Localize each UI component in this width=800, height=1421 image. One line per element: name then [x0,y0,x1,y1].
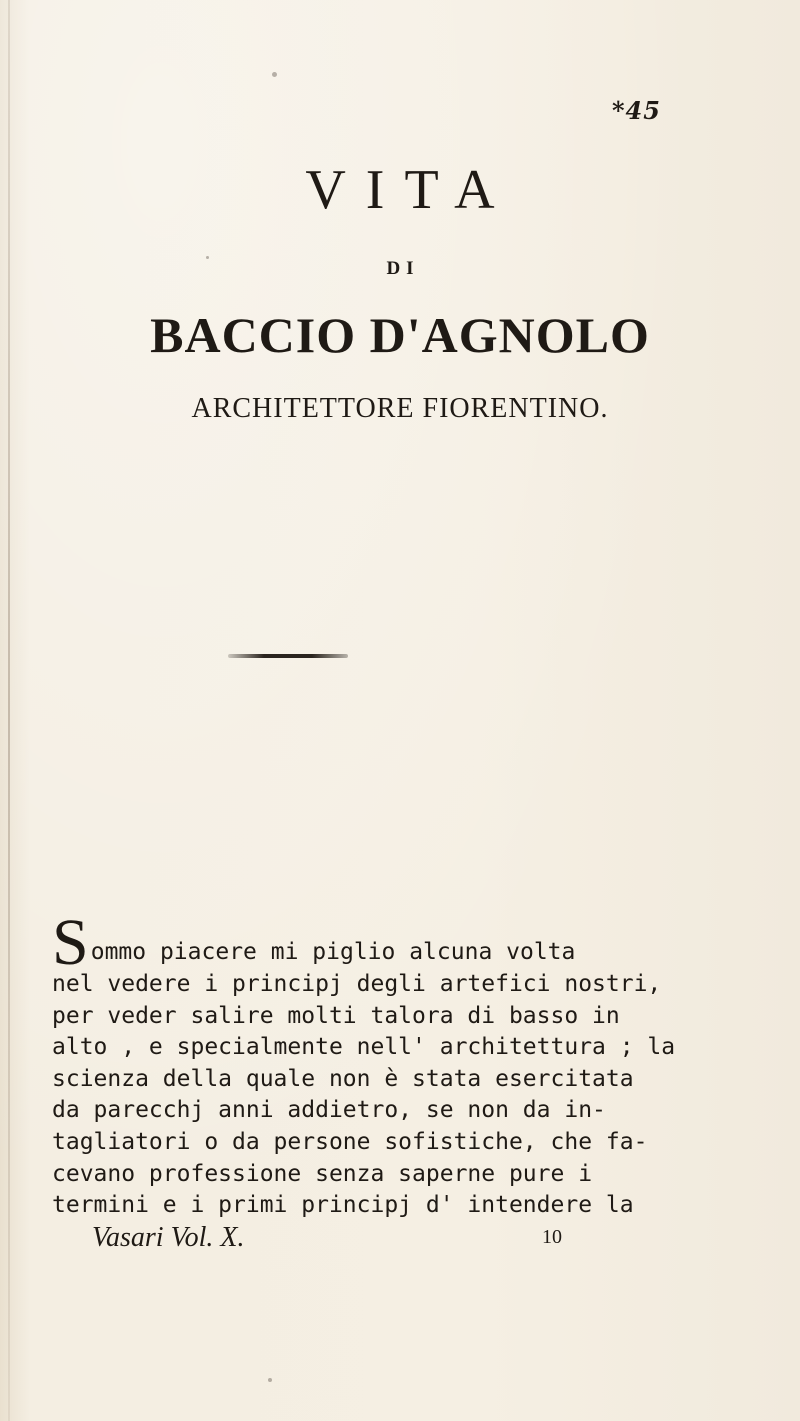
text-line [52,1064,752,1096]
text-line [52,1159,752,1191]
text-line [52,1190,752,1222]
text-line-content: termini e i primi principj d' intendere la [52,1192,634,1219]
text-line [52,1032,752,1064]
subject-name: BACCIO D'AGNOLO [150,307,650,363]
paper-speck [268,1378,272,1382]
paper-speck [272,72,277,77]
volume-signature: Vasari Vol. X. [92,1222,245,1253]
signature-line [92,1222,562,1254]
text-line [52,1127,752,1159]
text-line-content: tagliatori o da persone sofistiche, che fa- [52,1128,648,1155]
page-number: *45 [612,96,661,125]
text-line-content: da parecchj anni addietro, se non da in- [52,1097,606,1124]
text-line-content: nel vedere i principj degli artefici nostri, [52,971,662,997]
text-line [52,906,752,979]
page-title: VITA [305,159,515,221]
text-line-content: cevano professione senza saperne pure i [52,1160,593,1187]
text-line-content: scienza della quale non è stata esercitata [52,1065,634,1092]
title-preposition: DI [386,258,420,279]
signature-number: 10 [542,1226,562,1248]
text-line-content: per veder salire molti talora di basso in [52,1002,620,1029]
text-line [52,969,752,1001]
text-line-content: alto , e specialmente nell' architettura ; la [52,1034,676,1061]
ornamental-rule [228,654,348,658]
text-line [52,1095,752,1127]
subject-profession: ARCHITETTORE FIORENTINO. [191,393,609,424]
text-line [52,1001,752,1033]
paper-speck [206,256,209,259]
body-paragraph [52,906,752,1222]
text-line-content: ommo piacere mi piglio alcuna volta [90,939,576,966]
drop-cap: S [52,906,89,979]
